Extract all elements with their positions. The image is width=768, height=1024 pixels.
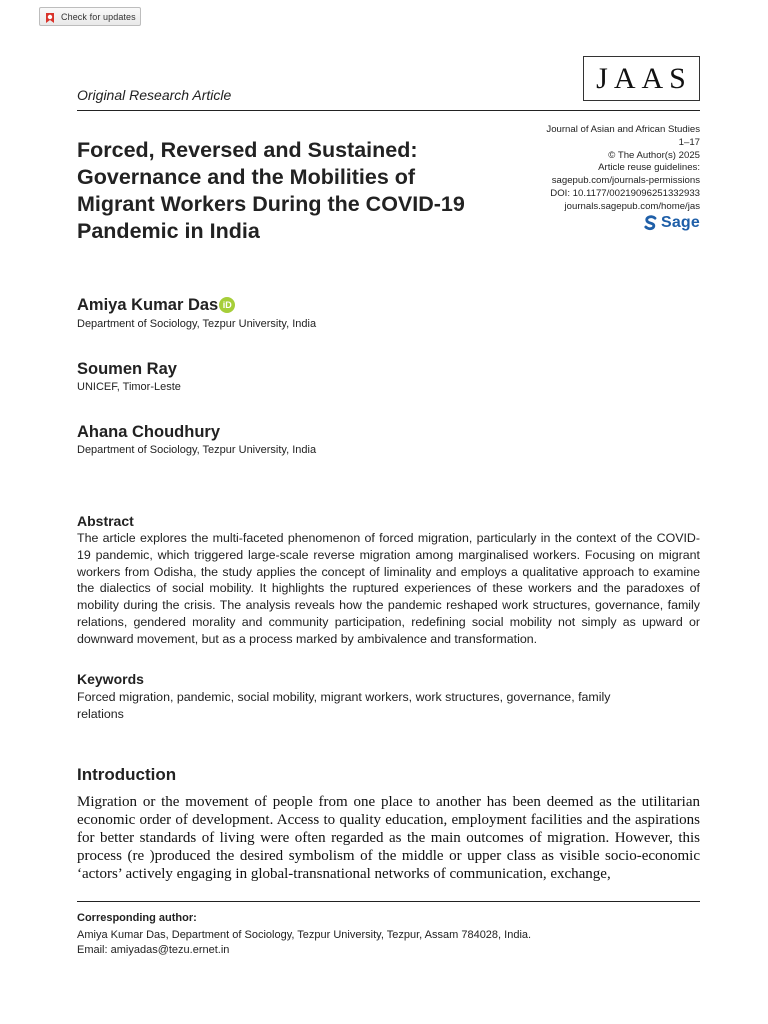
keywords-heading: Keywords <box>77 671 144 687</box>
author-3-affiliation: Department of Sociology, Tezpur University, India <box>77 444 317 456</box>
corresponding-author-email[interactable]: Email: amiyadas@tezu.ernet.in <box>77 944 230 956</box>
footnote-rule <box>77 901 700 902</box>
author-1 <box>77 296 235 315</box>
publisher-name: Sage <box>660 214 700 231</box>
corresponding-author-heading: Corresponding author: <box>77 912 197 924</box>
crossmark-icon <box>44 11 56 23</box>
introduction-heading: Introduction <box>77 765 177 784</box>
author-2-affiliation: UNICEF, Timor-Leste <box>77 381 181 393</box>
author-1-affiliation: Department of Sociology, Tezpur University, India <box>77 318 317 330</box>
keywords-text: Forced migration, pandemic, social mobility, migrant workers, work structures, governance, family relations <box>77 690 611 721</box>
check-for-updates-label: Check for updates <box>61 11 136 22</box>
journal-name: Journal of Asian and African Studies <box>546 124 700 135</box>
author-3-name: Ahana Choudhury <box>77 423 220 441</box>
permissions-link[interactable]: sagepub.com/journals-permissions <box>551 175 700 187</box>
article-title: Forced, Reversed and Sustained: Governance and the Mobilities of Migrant Workers During the COVID-19 Pandemic in India <box>77 138 465 243</box>
sage-s-icon <box>644 215 657 231</box>
introduction-text: Migration or the movement of people from one place to another has been deemed as the utilitarian economic order of development. Access to quality education, employment facilities and the aspirations for better standards of living were often regarded as the main outcomes of migration. However, this process (re )produced the desired symbolism of the middle or upper class as visible socio-economic ‘actors’ actively engaging in global-transnational networks of communication, exchange, <box>77 794 700 882</box>
abstract-heading: Abstract <box>77 513 134 529</box>
check-for-updates-button[interactable] <box>39 7 141 26</box>
author-2-name: Soumen Ray <box>77 360 177 378</box>
journal-logo: JAAS <box>583 56 700 101</box>
sage-logo <box>644 214 700 232</box>
article-type: Original Research Article <box>77 87 232 103</box>
reuse-guidelines-label: Article reuse guidelines: <box>598 162 700 174</box>
journal-home-link[interactable]: journals.sagepub.com/home/jas <box>564 200 700 212</box>
header-rule <box>77 110 700 111</box>
copyright: © The Author(s) 2025 <box>608 149 700 161</box>
page-range: 1–17 <box>678 136 700 148</box>
abstract-text: The article explores the multi-faceted phenomenon of forced migration, particularly in the context of the COVID-19 pandemic, which triggered large-scale reverse migration among marginalised workers. Focusing on migrant workers from Odisha, the study applies the concept of liminality and employs a qualitative approach to examine the dialectics of social mobility. It highlights the ruptured experiences of these workers and the paradoxes of mobility during the crisis. The analysis reveals how the pandemic reshaped work structures, governance, family relations, gendered morality and community participation, redefining social mobility not simply as upward or downward movement, but as a process marked by ambivalence and transformation. <box>77 531 700 646</box>
corresponding-author-address: Amiya Kumar Das, Department of Sociology, Tezpur University, Tezpur, Assam 784028, India. <box>77 929 532 941</box>
orcid-icon[interactable]: iD <box>219 297 235 313</box>
doi[interactable]: DOI: 10.1177/00219096251332933 <box>550 187 700 199</box>
author-1-name: Amiya Kumar Das <box>77 296 219 314</box>
journal-metadata <box>546 124 700 214</box>
